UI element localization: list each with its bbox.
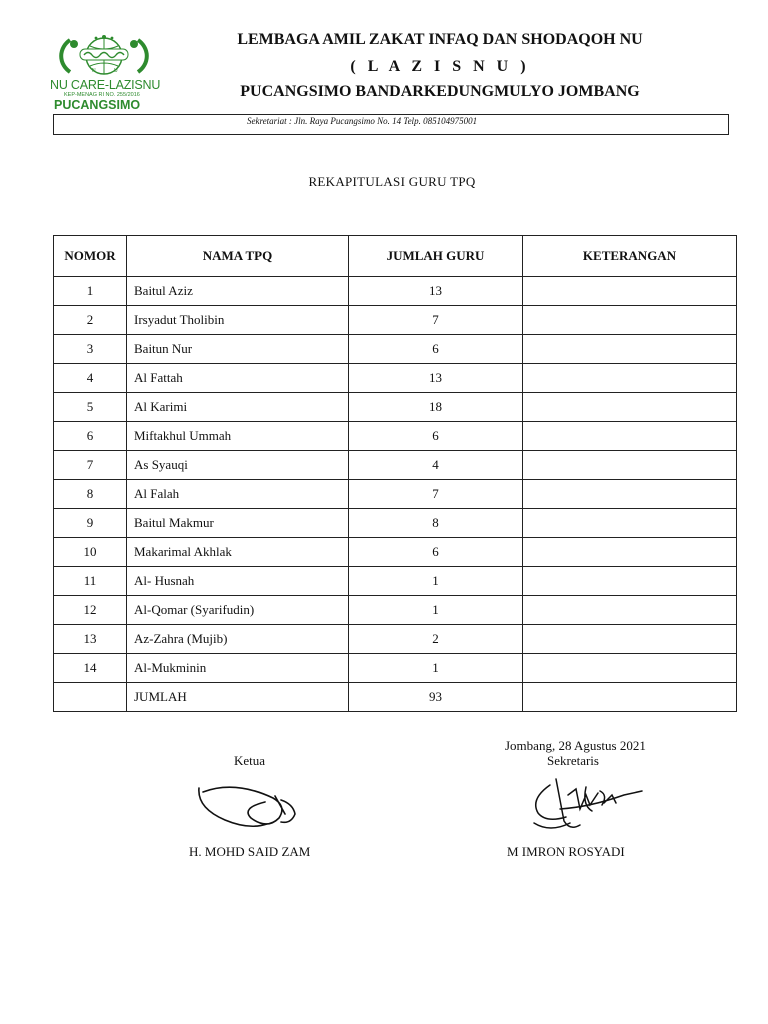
teacher-recap-table [53,235,737,712]
header-nama-tpq: NAMA TPQ [127,236,349,277]
row-teacher-count: 6 [349,538,523,567]
row-teacher-count: 2 [349,625,523,654]
row-tpq-name: Az-Zahra (Mujib) [127,625,349,654]
row-remarks [523,306,737,335]
total-remarks-cell [523,683,737,712]
table-row [54,422,737,451]
row-number: 12 [54,596,127,625]
row-number: 9 [54,509,127,538]
row-remarks [523,480,737,509]
total-number-cell [54,683,127,712]
secretariat-address: Sekretariat : Jln. Raya Pucangsimo No. 14 Telp. 085104975001 [247,116,478,126]
table-row [54,364,737,393]
row-tpq-name: Baitul Makmur [127,509,349,538]
org-branch-heading: PUCANGSIMO BANDARKEDUNGMULYO JOMBANG [240,83,640,100]
row-number: 4 [54,364,127,393]
row-tpq-name: Baitun Nur [127,335,349,364]
table-row [54,625,737,654]
table-row [54,567,737,596]
org-name-heading: LEMBAGA AMIL ZAKAT INFAQ DAN SHODAQOH NU [237,31,643,48]
row-tpq-name: Al-Qomar (Syarifudin) [127,596,349,625]
row-number: 3 [54,335,127,364]
svg-text:U: U [114,68,118,74]
row-teacher-count: 7 [349,480,523,509]
org-abbrev-heading: ( L A Z I S N U ) [350,58,530,75]
row-tpq-name: Baitul Aziz [127,277,349,306]
row-tpq-name: Al- Husnah [127,567,349,596]
sekretaris-signature [520,765,645,840]
place-date: Jombang, 28 Agustus 2021 [505,738,646,753]
row-number: 13 [54,625,127,654]
row-number: 1 [54,277,127,306]
header-nomor: NOMOR [54,236,127,277]
row-teacher-count: 13 [349,277,523,306]
row-number: 2 [54,306,127,335]
sekretaris-name: M IMRON ROSYADI [507,844,625,859]
svg-text:N: N [92,68,96,74]
row-remarks [523,393,737,422]
row-remarks [523,509,737,538]
logo-decree-text: KEP-MENAG RI NO. 255/2016 [64,92,140,98]
header-keterangan: KETERANGAN [523,236,737,277]
row-tpq-name: Al Falah [127,480,349,509]
table-row [54,277,737,306]
logo-brand-text: NU CARE-LAZISNU [50,78,161,92]
row-teacher-count: 13 [349,364,523,393]
row-teacher-count: 6 [349,335,523,364]
document-title: REKAPITULASI GURU TPQ [308,174,476,189]
table-row [54,596,737,625]
row-remarks [523,364,737,393]
sekretaris-role-label: Sekretaris [547,753,599,768]
row-remarks [523,335,737,364]
row-teacher-count: 6 [349,422,523,451]
row-teacher-count: 7 [349,306,523,335]
row-tpq-name: Irsyadut Tholibin [127,306,349,335]
row-teacher-count: 1 [349,654,523,683]
table-row [54,480,737,509]
row-number: 10 [54,538,127,567]
row-number: 11 [54,567,127,596]
total-value: 93 [349,683,523,712]
row-remarks [523,451,737,480]
nu-globe-logo-icon [50,32,162,80]
row-remarks [523,538,737,567]
row-number: 6 [54,422,127,451]
row-number: 14 [54,654,127,683]
organization-logo [50,32,162,112]
row-remarks [523,596,737,625]
logo-branch-text: PUCANGSIMO [54,98,141,112]
ketua-signature [195,778,305,833]
table-row [54,654,737,683]
row-tpq-name: Al Karimi [127,393,349,422]
row-tpq-name: Al Fattah [127,364,349,393]
row-teacher-count: 1 [349,567,523,596]
row-tpq-name: Makarimal Akhlak [127,538,349,567]
table-header-row [54,236,737,277]
row-remarks [523,567,737,596]
row-remarks [523,422,737,451]
total-label: JUMLAH [127,683,349,712]
header-jumlah-guru: JUMLAH GURU [349,236,523,277]
total-row [54,683,737,712]
row-teacher-count: 1 [349,596,523,625]
row-tpq-name: As Syauqi [127,451,349,480]
row-number: 8 [54,480,127,509]
row-remarks [523,654,737,683]
row-teacher-count: 4 [349,451,523,480]
row-number: 7 [54,451,127,480]
row-teacher-count: 18 [349,393,523,422]
row-number: 5 [54,393,127,422]
table-row [54,509,737,538]
ketua-role-label: Ketua [234,753,266,768]
row-remarks [523,625,737,654]
table-row [54,335,737,364]
row-teacher-count: 8 [349,509,523,538]
row-tpq-name: Miftakhul Ummah [127,422,349,451]
table-row [54,451,737,480]
row-remarks [523,277,737,306]
table-row [54,538,737,567]
table-row [54,393,737,422]
secretariat-box [53,114,729,135]
row-tpq-name: Al-Mukminin [127,654,349,683]
table-row [54,306,737,335]
ketua-name: H. MOHD SAID ZAM [189,844,311,859]
